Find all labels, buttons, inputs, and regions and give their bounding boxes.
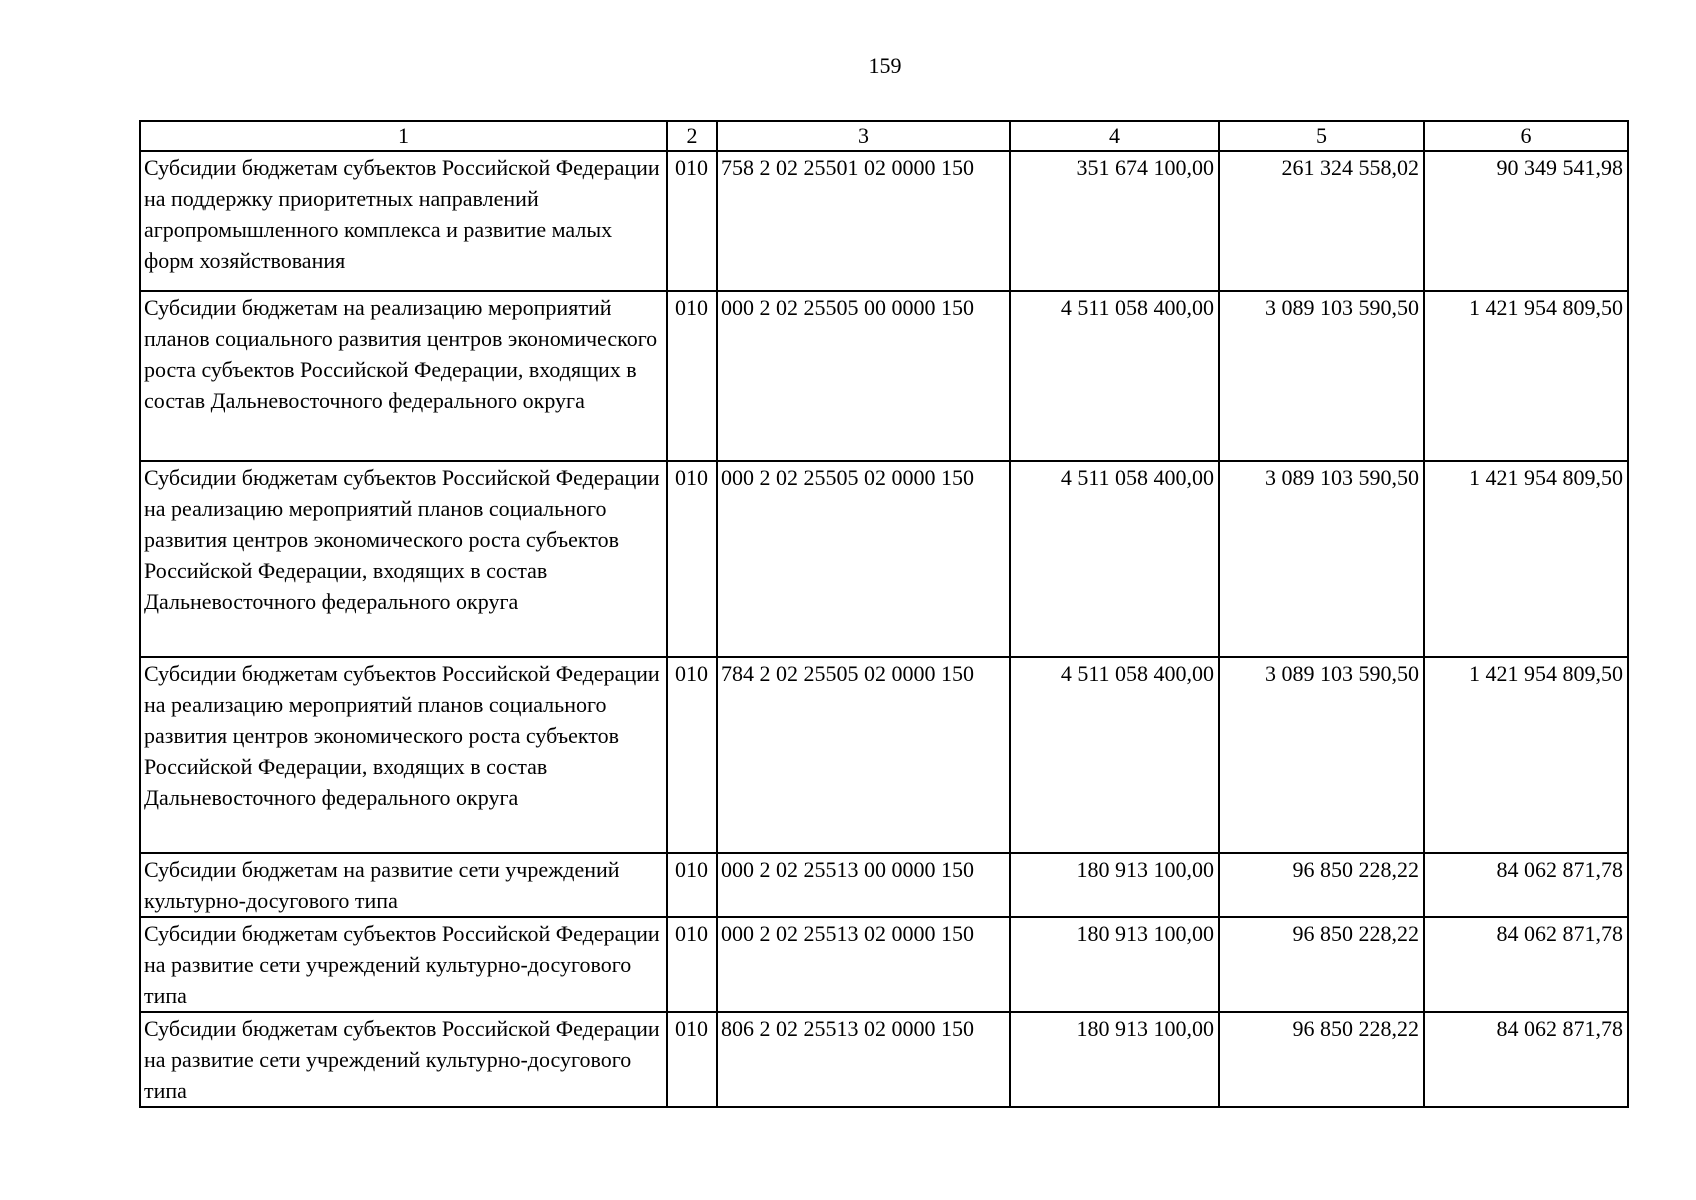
row-code: 010 [667,291,717,461]
row-unexecuted: 1 421 954 809,50 [1424,461,1628,657]
row-unexecuted: 84 062 871,78 [1424,917,1628,1012]
row-kbk: 758 2 02 25501 02 0000 150 [717,151,1010,291]
row-kbk: 784 2 02 25505 02 0000 150 [717,657,1010,853]
row-unexecuted: 90 349 541,98 [1424,151,1628,291]
row-name: Субсидии бюджетам субъектов Российской Федерации на развитие сети учреждений культурно-досугового типа [140,917,667,1012]
header-col-3: 3 [717,121,1010,151]
row-approved: 180 913 100,00 [1010,1012,1219,1107]
row-approved: 4 511 058 400,00 [1010,291,1219,461]
row-kbk: 000 2 02 25513 02 0000 150 [717,917,1010,1012]
row-executed: 96 850 228,22 [1219,853,1424,917]
row-unexecuted: 1 421 954 809,50 [1424,657,1628,853]
row-name: Субсидии бюджетам субъектов Российской Федерации на развитие сети учреждений культурно-досугового типа [140,1012,667,1107]
row-code: 010 [667,1012,717,1107]
header-col-6: 6 [1424,121,1628,151]
row-executed: 261 324 558,02 [1219,151,1424,291]
row-unexecuted: 84 062 871,78 [1424,1012,1628,1107]
row-unexecuted: 1 421 954 809,50 [1424,291,1628,461]
row-approved: 180 913 100,00 [1010,917,1219,1012]
row-executed: 96 850 228,22 [1219,1012,1424,1107]
header-col-4: 4 [1010,121,1219,151]
row-name: Субсидии бюджетам субъектов Российской Федерации на реализацию мероприятий планов социального развития центров экономического роста субъектов Российской Федерации, входящих в состав Дальневосточного федерального округа [140,461,667,657]
row-code: 010 [667,151,717,291]
row-name: Субсидии бюджетам субъектов Российской Федерации на реализацию мероприятий планов социального развития центров экономического роста субъектов Российской Федерации, входящих в состав Дальневосточного федерального округа [140,657,667,853]
header-row [140,121,1628,151]
row-name: Субсидии бюджетам субъектов Российской Федерации на поддержку приоритетных направлений агропромышленного комплекса и развитие малых форм хозяйствования [140,151,667,291]
header-col-5: 5 [1219,121,1424,151]
table-header [140,121,1628,151]
row-code: 010 [667,657,717,853]
row-approved: 4 511 058 400,00 [1010,461,1219,657]
table-row [140,151,1628,291]
row-kbk: 000 2 02 25505 02 0000 150 [717,461,1010,657]
row-approved: 4 511 058 400,00 [1010,657,1219,853]
table-body [140,151,1628,1107]
row-code: 010 [667,853,717,917]
row-executed: 3 089 103 590,50 [1219,291,1424,461]
table-row [140,917,1628,1012]
table-row [140,461,1628,657]
row-kbk: 806 2 02 25513 02 0000 150 [717,1012,1010,1107]
row-name: Субсидии бюджетам на развитие сети учреждений культурно-досугового типа [140,853,667,917]
table-row [140,853,1628,917]
row-code: 010 [667,461,717,657]
budget-table [139,120,1629,1108]
row-kbk: 000 2 02 25513 00 0000 150 [717,853,1010,917]
row-code: 010 [667,917,717,1012]
row-kbk: 000 2 02 25505 00 0000 150 [717,291,1010,461]
row-executed: 3 089 103 590,50 [1219,657,1424,853]
row-executed: 96 850 228,22 [1219,917,1424,1012]
header-col-2: 2 [667,121,717,151]
table-row [140,657,1628,853]
table-row [140,291,1628,461]
row-approved: 180 913 100,00 [1010,853,1219,917]
row-executed: 3 089 103 590,50 [1219,461,1424,657]
table-row [140,1012,1628,1107]
row-name: Субсидии бюджетам на реализацию мероприятий планов социального развития центров экономического роста субъектов Российской Федерации, входящих в состав Дальневосточного федерального округа [140,291,667,461]
row-approved: 351 674 100,00 [1010,151,1219,291]
header-col-1: 1 [140,121,667,151]
row-unexecuted: 84 062 871,78 [1424,853,1628,917]
page-number: 159 [868,53,902,78]
